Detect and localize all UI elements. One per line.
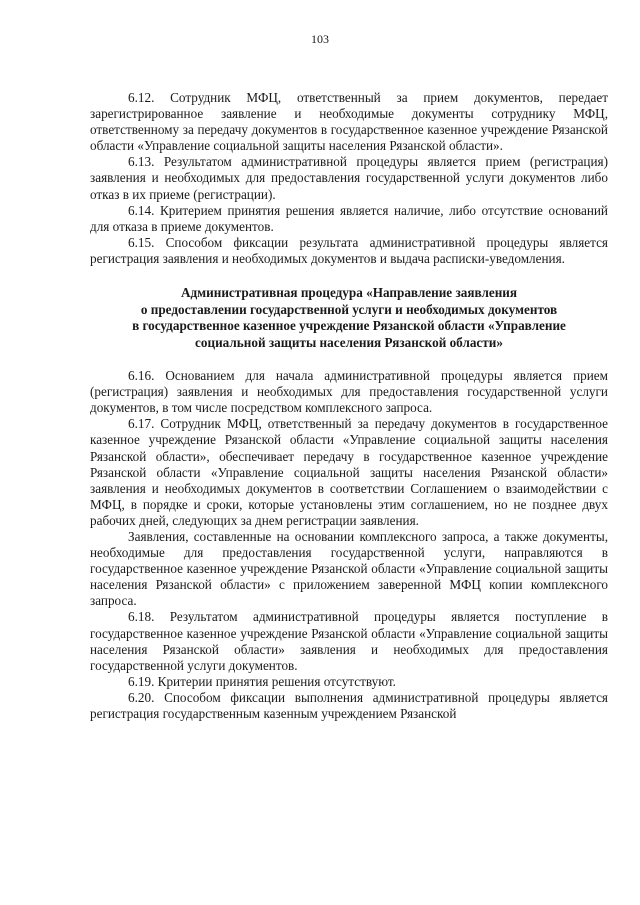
- paragraph-6-19: 6.19. Критерии принятия решения отсутствуют.: [128, 673, 396, 689]
- paragraph-6-14: 6.14. Критерием принятия решения является наличие, либо отсутствие оснований для отказа в приеме документов.: [90, 202, 608, 234]
- page-number: 103: [311, 32, 329, 46]
- paragraph-6-13: 6.13. Результатом административной процедуры является прием (регистрация) заявления и необходимых для предоставления государственной услуги документов либо отказ в их приеме (регистрации).: [90, 154, 608, 202]
- paragraph-6-15: 6.15. Способом фиксации результата административной процедуры является регистрация заявления и необходимых документов и выдача расписки-уведомления.: [90, 234, 608, 266]
- paragraph-6-17: 6.17. Сотрудник МФЦ, ответственный за передачу документов в государственное казенное учреждение Рязанской области «Управление социальной защиты населения Рязанской области», обеспечивает передачу в государственное казенное учреждение Рязанской области «Управление социальной защиты населения Рязанской области» заявления и необходимых документов в соответствии Соглашением о взаимодействии с МФЦ, в порядке и сроки, которые установлены этим соглашением, но не позднее двух рабочих дней, следующих за днем регистрации заявления.: [90, 416, 608, 528]
- section-heading: [90, 285, 608, 351]
- paragraph-6-18: 6.18. Результатом административной процедуры является поступление в государственное казенное учреждение Рязанской области «Управление социальной защиты населения Рязанской области» заявления и необходимых для предоставления государственной услуги документов.: [90, 609, 608, 673]
- paragraph-complex-request: Заявления, составленные на основании комплексного запроса, а также документы, необходимые для предоставления государственной услуги, направляются в государственное казенное учреждение Рязанской области «Управление социальной защиты населения Рязанской области» с приложением заверенной МФЦ копии комплексного запроса.: [90, 528, 608, 609]
- heading-line: социальной защиты населения Рязанской области»: [195, 334, 503, 350]
- paragraph-6-20: 6.20. Способом фиксации выполнения административной процедуры является регистрация государственным казенным учреждением Рязанской: [90, 689, 608, 721]
- heading-line: в государственное казенное учреждение Рязанской области «Управление: [132, 318, 566, 334]
- paragraph-6-16: 6.16. Основанием для начала административной процедуры является прием (регистрация) заявления и необходимых для предоставления государственной услуги документов, в том числе посредством комплексного запроса.: [90, 368, 608, 416]
- document-body: [90, 90, 608, 722]
- paragraph-6-12: 6.12. Сотрудник МФЦ, ответственный за прием документов, передает зарегистрированное заявление и необходимые документы сотруднику МФЦ, ответственному за передачу документов в государственное казенное учреждение Рязанской области «Управление социальной защиты населения Рязанской области».: [90, 90, 608, 154]
- heading-line: Административная процедура «Направление заявления: [180, 285, 518, 301]
- heading-line: о предоставлении государственной услуги и необходимых документов: [140, 301, 558, 317]
